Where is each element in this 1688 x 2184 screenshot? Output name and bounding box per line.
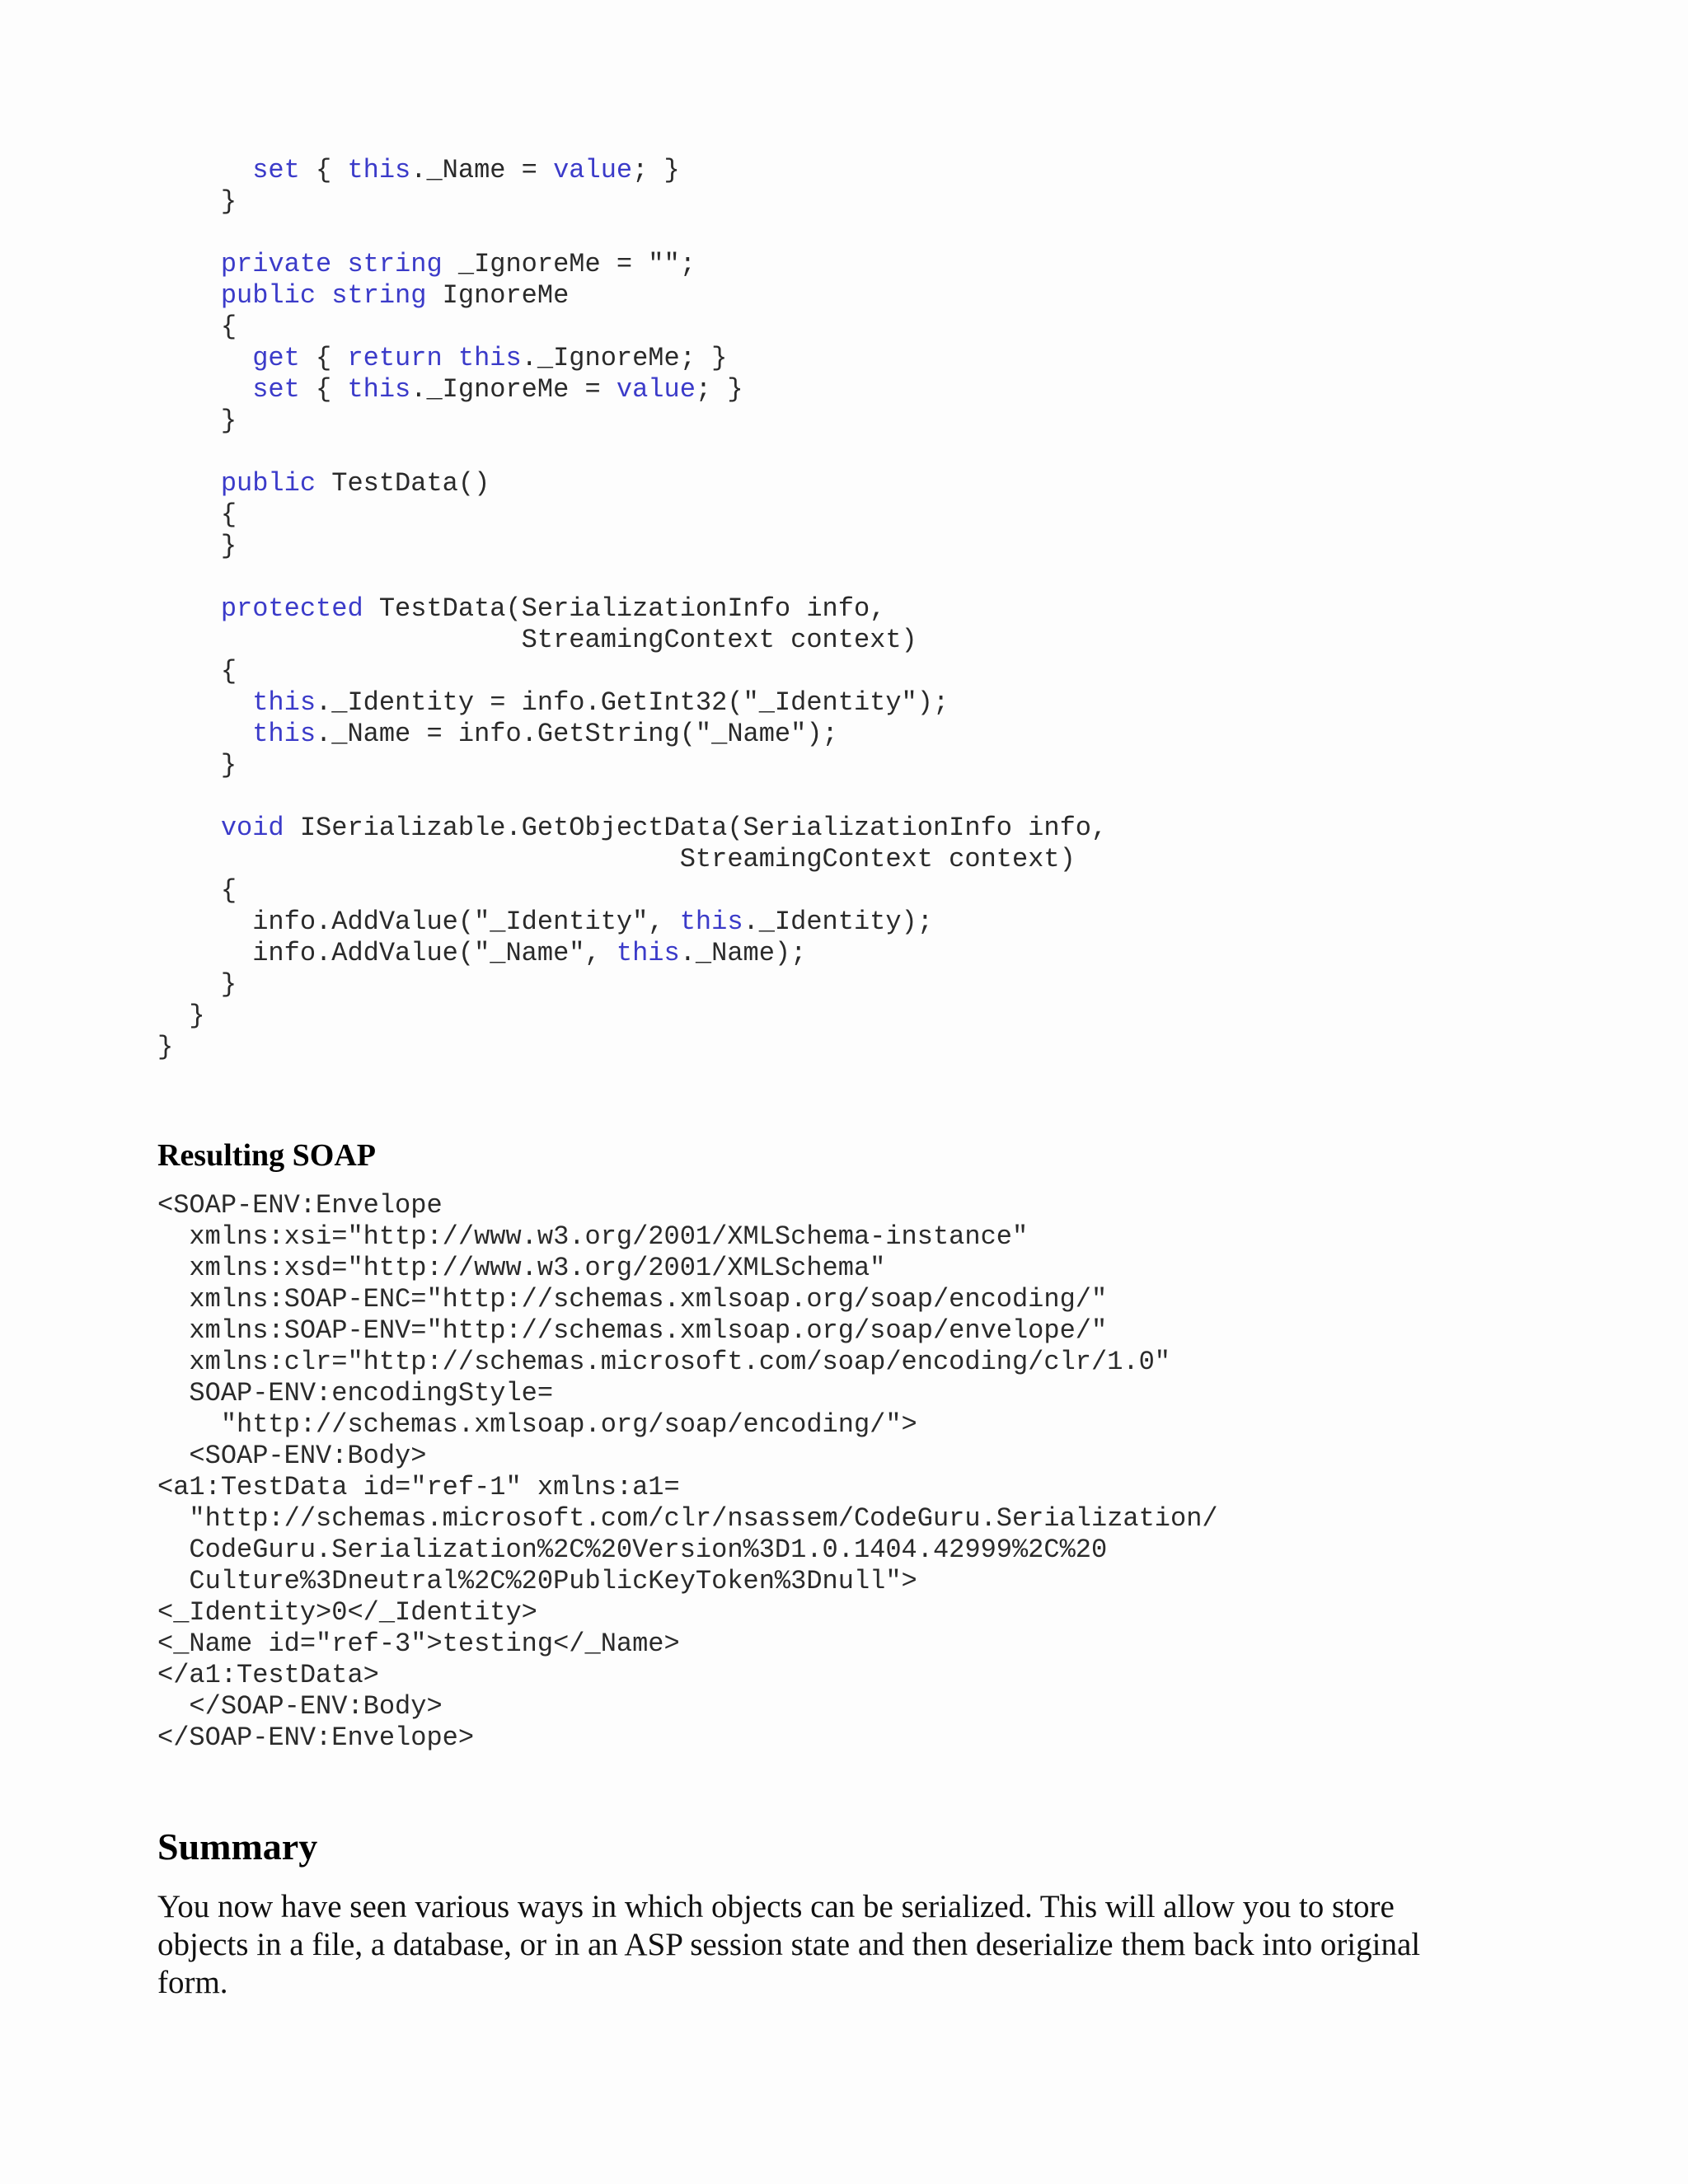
code-line <box>157 687 1107 719</box>
code-text: { <box>299 155 348 185</box>
code-keyword: this <box>679 907 743 937</box>
code-keyword: this <box>347 374 411 405</box>
code-line <box>157 1409 1218 1441</box>
code-line <box>157 656 1107 687</box>
code-text: </a1:TestData> <box>157 1660 379 1690</box>
code-text: xmlns:xsd="http://www.w3.org/2001/XMLSchema" <box>157 1253 886 1283</box>
code-keyword: this <box>616 938 680 968</box>
code-text: } <box>157 750 237 780</box>
code-text: xmlns:clr="http://schemas.microsoft.com/soap/encoding/clr/1.0" <box>157 1347 1170 1377</box>
code-line <box>157 186 1107 218</box>
code-text: ._IgnoreMe; } <box>521 343 728 373</box>
code-text <box>157 593 221 624</box>
code-line <box>157 907 1107 938</box>
code-text: { <box>299 374 348 405</box>
code-text: ._Name = info.GetString("_Name"); <box>316 719 838 749</box>
code-text <box>157 468 221 499</box>
code-text: ; } <box>632 155 680 185</box>
code-line <box>157 938 1107 969</box>
code-line <box>157 1441 1218 1472</box>
summary-paragraph: You now have seen various ways in which objects can be serialized. This will allow you to store objects in a file, a database, or in an ASP session state and then deserialize them back into original form. <box>157 1889 1421 2000</box>
code-line <box>157 1597 1218 1629</box>
code-text: } <box>157 969 237 1000</box>
code-keyword: void <box>220 813 284 843</box>
code-text: _IgnoreMe = ""; <box>442 249 696 279</box>
code-keyword: public <box>220 280 316 311</box>
code-text: <_Identity>0</_Identity> <box>157 1597 537 1628</box>
code-text: { <box>157 499 237 530</box>
code-text <box>157 155 252 185</box>
code-line <box>157 1190 1218 1221</box>
code-line <box>157 781 1107 813</box>
code-keyword: this <box>347 155 411 185</box>
code-text: xmlns:SOAP-ENC="http://schemas.xmlsoap.org/soap/encoding/" <box>157 1284 1108 1315</box>
code-text: } <box>157 186 237 217</box>
code-text: { <box>157 875 237 906</box>
code-text: info.AddValue("_Name", <box>157 938 617 968</box>
code-line <box>157 1284 1218 1315</box>
code-keyword: this <box>252 687 316 718</box>
code-text: "http://schemas.microsoft.com/clr/nsassem/CodeGuru.Serialization/ <box>157 1503 1218 1534</box>
code-line <box>157 1221 1218 1253</box>
code-line <box>157 218 1107 249</box>
code-keyword: private <box>220 249 332 279</box>
code-text: xmlns:xsi="http://www.w3.org/2001/XMLSchema-instance" <box>157 1221 1029 1252</box>
code-text <box>157 374 252 405</box>
code-text <box>157 813 221 843</box>
code-keyword: return <box>347 343 443 373</box>
code-text: TestData(SerializationInfo info, <box>363 593 886 624</box>
code-text <box>157 249 221 279</box>
code-line <box>157 531 1107 562</box>
code-text <box>157 719 252 749</box>
code-line <box>157 1535 1218 1566</box>
code-line <box>157 813 1107 844</box>
code-text: info.AddValue("_Identity", <box>157 907 680 937</box>
code-text: { <box>299 343 348 373</box>
code-line <box>157 405 1107 437</box>
code-line <box>157 1472 1218 1503</box>
code-keyword: set <box>252 155 300 185</box>
resulting-soap-heading: Resulting SOAP <box>157 1138 376 1173</box>
code-line <box>157 155 1107 186</box>
code-keyword: this <box>457 343 522 373</box>
code-text <box>443 343 458 373</box>
code-line <box>157 1629 1218 1660</box>
code-line <box>157 562 1107 593</box>
code-line <box>157 1503 1218 1535</box>
code-text: "http://schemas.xmlsoap.org/soap/encoding/"> <box>157 1409 917 1440</box>
code-text: xmlns:SOAP-ENV="http://schemas.xmlsoap.org/soap/envelope/" <box>157 1315 1108 1346</box>
code-text: ._IgnoreMe = <box>410 374 617 405</box>
code-text: { <box>157 312 237 342</box>
code-line <box>157 1566 1218 1597</box>
code-line <box>157 280 1107 312</box>
code-line <box>157 844 1107 875</box>
code-text: } <box>157 405 237 436</box>
code-text <box>157 280 221 311</box>
code-text: ._Name); <box>679 938 807 968</box>
code-text: } <box>157 1001 205 1031</box>
code-line <box>157 593 1107 625</box>
code-keyword: set <box>252 374 300 405</box>
code-text: CodeGuru.Serialization%2C%20Version%3D1.0.1404.42999%2C%20 <box>157 1535 1108 1565</box>
code-text: <a1:TestData id="ref-1" xmlns:a1= <box>157 1472 680 1502</box>
code-keyword: string <box>347 249 443 279</box>
code-line <box>157 1253 1218 1284</box>
code-text: ._Identity = info.GetInt32("_Identity"); <box>316 687 950 718</box>
code-keyword: this <box>252 719 316 749</box>
code-keyword: value <box>553 155 633 185</box>
code-text: ._Identity); <box>743 907 933 937</box>
code-line <box>157 1347 1218 1378</box>
code-line <box>157 249 1107 280</box>
code-text <box>157 687 252 718</box>
code-line <box>157 750 1107 781</box>
code-text: } <box>157 531 237 561</box>
code-line <box>157 1722 1218 1754</box>
code-line <box>157 499 1107 531</box>
code-text: TestData() <box>316 468 490 499</box>
code-text: Culture%3Dneutral%2C%20PublicKeyToken%3Dnull"> <box>157 1566 917 1596</box>
code-text: StreamingContext context) <box>157 844 1076 874</box>
code-text <box>316 280 331 311</box>
code-line <box>157 625 1107 656</box>
code-keyword: value <box>616 374 696 405</box>
code-text: ._Name = <box>410 155 554 185</box>
code-line <box>157 343 1107 374</box>
code-text: <_Name id="ref-3">testing</_Name> <box>157 1629 680 1659</box>
code-text: StreamingContext context) <box>157 625 917 655</box>
code-line <box>157 374 1107 405</box>
code-text: <SOAP-ENV:Envelope <box>157 1190 443 1221</box>
code-line <box>157 468 1107 499</box>
code-text: <SOAP-ENV:Body> <box>157 1441 427 1471</box>
code-line <box>157 1378 1218 1409</box>
code-line <box>157 1032 1107 1063</box>
code-keyword: protected <box>220 593 363 624</box>
code-text: ; } <box>695 374 743 405</box>
code-line <box>157 1691 1218 1722</box>
csharp-code-listing <box>157 155 1107 1063</box>
code-text: </SOAP-ENV:Body> <box>157 1691 443 1722</box>
code-line <box>157 1315 1218 1347</box>
summary-heading: Summary <box>157 1825 318 1868</box>
code-line <box>157 437 1107 468</box>
code-text: </SOAP-ENV:Envelope> <box>157 1722 475 1753</box>
code-line <box>157 312 1107 343</box>
soap-xml-listing <box>157 1190 1218 1754</box>
code-text: } <box>157 1032 174 1062</box>
code-keyword: public <box>220 468 316 499</box>
code-line <box>157 875 1107 907</box>
code-keyword: get <box>252 343 300 373</box>
code-text <box>331 249 347 279</box>
code-text <box>157 343 252 373</box>
code-line <box>157 969 1107 1001</box>
code-text: SOAP-ENV:encodingStyle= <box>157 1378 554 1408</box>
code-text: ISerializable.GetObjectData(SerializationInfo info, <box>284 813 1108 843</box>
code-text: IgnoreMe <box>426 280 570 311</box>
code-text: { <box>157 656 237 687</box>
code-line <box>157 1001 1107 1032</box>
code-keyword: string <box>331 280 427 311</box>
code-line <box>157 719 1107 750</box>
code-line <box>157 1660 1218 1691</box>
